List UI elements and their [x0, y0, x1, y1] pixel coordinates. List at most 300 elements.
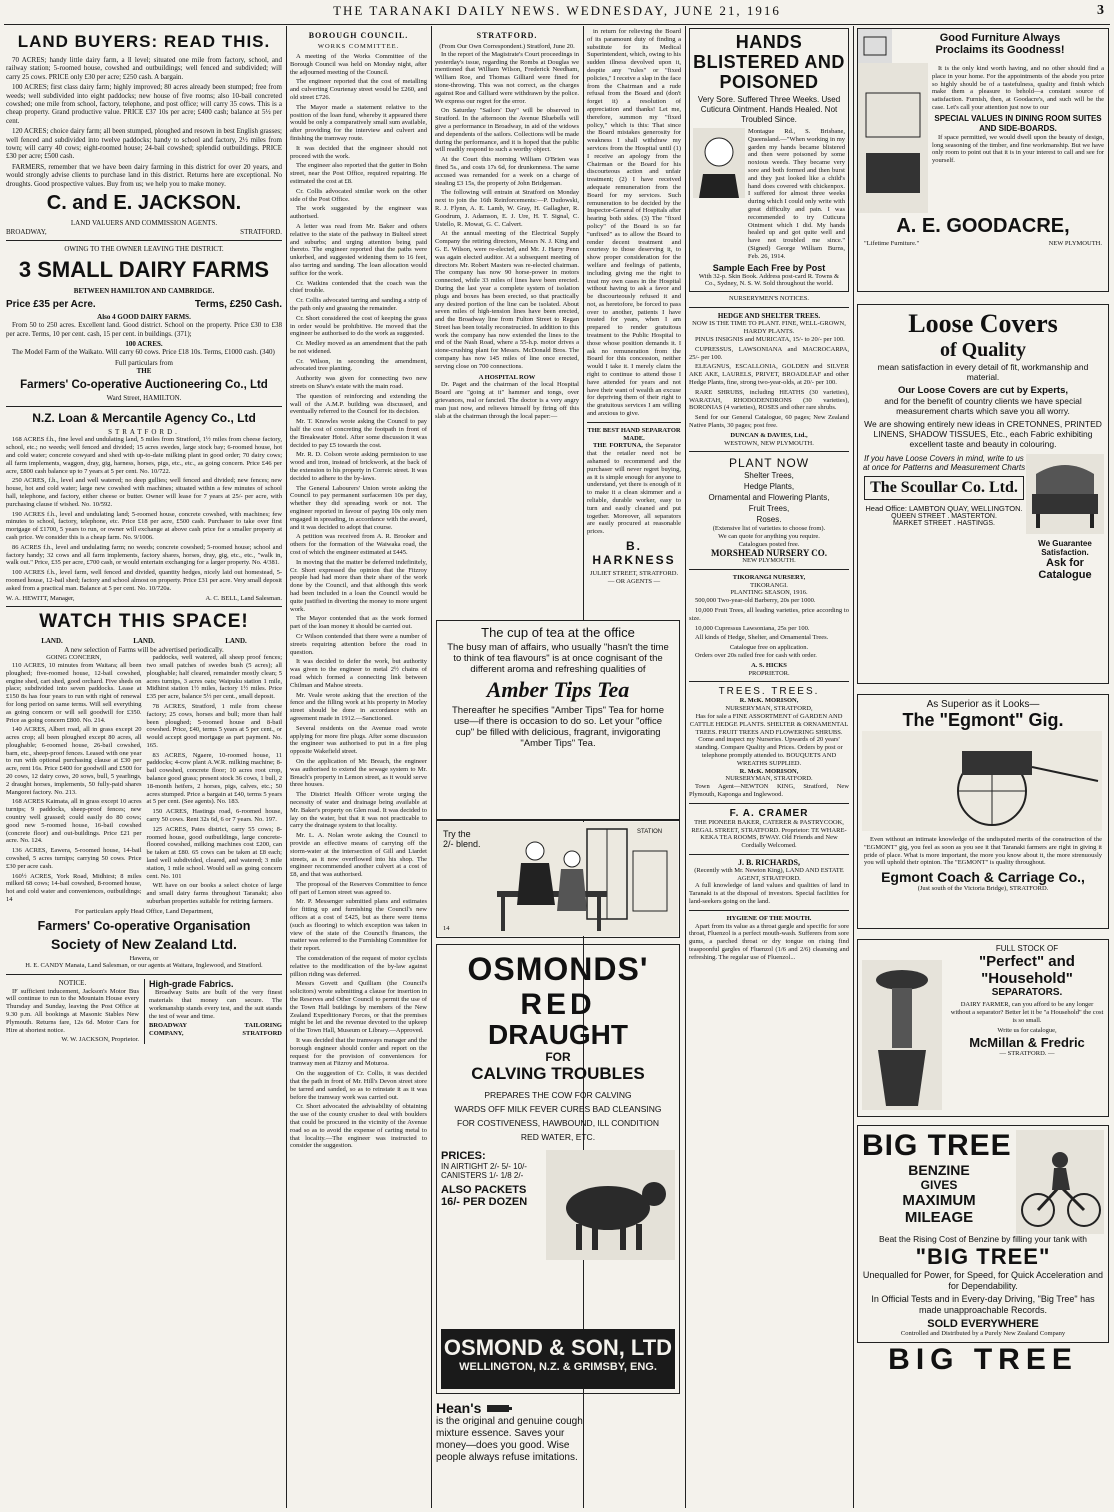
- land-word: LAND.: [133, 637, 155, 646]
- ad-heading: PLANT NOW: [728, 456, 810, 471]
- town: NEW PLYMOUTH.: [1048, 240, 1102, 247]
- article-paragraph: It was decided that the engineer should not proceed with the work.: [290, 144, 427, 160]
- firm-right: TAILORING: [244, 1022, 282, 1030]
- gig-body: [962, 751, 1032, 775]
- article-paragraph: Cr. Wilson, in seconding the amendment, advocated tree planting.: [290, 357, 427, 373]
- article-paragraph: Cr. Collis advocated tarring and sanding a strip of the path only and grassing the remainder.: [290, 297, 427, 312]
- listing: 190 ACRES f.h., level and undulating land; 5-roomed house, concrete cowshed, with machines; few minutes to school, factory, telephone, etc. Price £18 per acre, £500 cash. Purchaser to take over first mortgage of £1700, 5 years to run, or owner will exchange at above cash price for a smaller property at cash price. We consider this is a cheap farm. No. 9/1006.: [6, 510, 282, 541]
- correspondent: (From Our Own Correspondent.) Stratford, June 20.: [439, 43, 575, 50]
- land-word: LAND.: [41, 637, 63, 646]
- divider: [689, 854, 849, 855]
- particulars: For particulars apply Head Office, Land Department,: [74, 907, 214, 915]
- listing-column-right: [147, 654, 283, 908]
- signature: R. McK. MORISON,: [739, 767, 799, 775]
- ad-body-2: Thereafter he specifies "Amber Tips" Tea for home use—if there is occasion to do so. Let your "office cup" be filled with delicious, fragrant, invigorating "Amber Tips" Tea.: [452, 705, 664, 749]
- firm-right: STRATFORD: [242, 1030, 282, 1038]
- listing: 70 ACRES; handy little dairy farm, a ll level; situated one mile from factory, school, and railway station; 5-roomed house, cowshed and outbuildings; well fenced and subdivided; will carry 25 cows. PRICE only £30 per acre; £250 cash. A bargain.: [6, 56, 282, 81]
- ad-text: THE PIONEER BAKER, CATERER & PASTRYCOOK, REGAL STREET, STRATFORD. Proprietor: TE WHARE-KEKA TEA ROOMS, B'WAY. Old Friends and New Cordially Welcomed.: [691, 818, 847, 850]
- notice-heading: NOTICE.: [58, 979, 87, 988]
- listing: 150 ACRES, Hastings road, 6-roomed house, carry 50 cows. Rent 32s 6d, 6 or 7 years. No. 197.: [146, 808, 282, 824]
- brand-slogan: "BIG TREE": [915, 1244, 1051, 1269]
- morison-trees-ad: [689, 686, 849, 798]
- ad-heading: N.Z. Loan & Mercantile Agency Co., Ltd: [32, 410, 256, 425]
- article-paragraph: On the application of Mr. Breach, the engineer was authorised to extend the sewage system to Mr. Breach's property in Lemon street, as it would serve three houses.: [290, 757, 427, 789]
- section-label: NURSERYMEN'S NOTICES.: [729, 295, 809, 303]
- ad-heading: Loose Covers: [908, 309, 1058, 338]
- listing: 125 ACRES, Pates district, carry 55 cows; 8-roomed house, good outbuildings, large concrete-floored cowshed, milking machines cost £200, can be taken at £80. 65 cows can be taken at £8 each; land well subdivided, cleared, and watered; 3 mile station, 1 mile school. Would sell as going concern cent. No. 101: [146, 825, 282, 880]
- the-label: THE: [136, 367, 152, 376]
- branch: QUEEN STREET . MASTERTON.: [891, 513, 997, 520]
- article-paragraph: Mr. P. Messenger submitted plans and estimates for fitting up and furnishing the Council's new offices at a cost of £425, but as there were items (such as flooring) to which exception was taken in view of the state of the Council's finances, the matter was referred to the Furnishing Committee for their report.: [290, 898, 427, 953]
- product-line1: RED: [520, 988, 596, 1021]
- ad-text-2: If space permitted, we would dwell upon the beauty of design, long seasoning of the timber, and fine workmanship. But we have only room to point out that it is in your interest to call and see for yourself.: [932, 133, 1104, 165]
- stratford-article: [435, 28, 579, 618]
- ad-top: As Superior as it Looks—: [926, 699, 1040, 710]
- scoullar-contact: [862, 454, 1026, 581]
- big-tree-footer: BIG TREE: [888, 1343, 1078, 1376]
- article-paragraph: In the report of the Magistrate's Court proceedings in yesterday's issue, regarding the Rombs at Douglas we mentioned that William Wilson, Frederick Needham, William Roe, and Thomas Gilliard were fined for stone-throwing. This was not correct, as the charges against Roe and Gilliard were withdrawn by the police. We express our regret for the error.: [435, 50, 579, 105]
- motorcyclist-illustration: [1016, 1130, 1104, 1234]
- brand-logo: Amber Tips Tea: [486, 677, 630, 702]
- masthead-rule: [4, 24, 1110, 25]
- plant-item: Ornamental and Flowering Plants,: [708, 493, 830, 503]
- article-paragraph: Messrs Govett and Quilliam (the Council's solicitors) wrote submitting a clause for insertion in the Reserves and Other Council to permit the use of the Town Hall buildings by members of the New Zealand Expeditionary Forces, or that the premises might be let and the revenue devoted to the upkeep of the Town Hall, Museum or Library.—Approved.: [290, 980, 427, 1035]
- egmont-gig-ad: [857, 694, 1109, 929]
- listing: WE have on our books a select choice of large and small dairy farms throughout Taranaki; also suburban properties suitable for retiring farmers.: [146, 882, 282, 906]
- divider: [689, 803, 849, 804]
- separator-heading: THE BEST HAND SEPARATOR MADE.: [587, 426, 681, 442]
- ad-season: PLANTING SEASON, 1916.: [730, 589, 808, 597]
- plant-catalogue: Catalogues posted free.: [738, 540, 800, 548]
- heans-text: is the original and genuine cough mixture essence. Saves your money—does you good. Wise people always refuse imitations.: [436, 1416, 583, 1463]
- owner-title: PROPRIETOR.: [748, 669, 790, 677]
- article-paragraph: Cr. Medley moved as an amendment that the path be not widened.: [290, 340, 427, 355]
- firm-line: [149, 1022, 282, 1030]
- bottle-icon: [485, 1402, 513, 1414]
- ad-text: DAIRY FARMER, can you afford to be any longer without a separator? Better let it be "a Household" the cost is so small.: [950, 1001, 1104, 1024]
- fortuna-body: the Separator that the retailer need not be ashamed to recommend and the purchaser will never regret buying, as it is simple enough for anyone to understand, yet there is enough of it to make it a clean skimmer and a reliable, durable worker, easy to turn and easily cleaned and put together. Moreover, all separators are easily procured at reasonable prices.: [587, 442, 681, 536]
- org-name-line2: Society of New Zealand Ltd.: [51, 935, 237, 952]
- plant-item: Roses.: [756, 515, 782, 525]
- article-paragraph: The District Health Officer wrote urging the necessity of water and drainage being available at Mr. Baker's property on Glen road. It was decided to lay on the water, but that it was not practicable to carry the drainage system to that locality.: [290, 791, 427, 830]
- plant-list: [689, 470, 849, 525]
- price-line: [6, 299, 282, 310]
- scoullar-chair: [1026, 454, 1104, 581]
- article-paragraph: Mr. T. Knowles wrote asking the Council to pay half the cost of concreting the footpath in front of the Breakwater Hotel. After some discussion it was decided to pay £5 towards the cost.: [290, 418, 427, 449]
- portrait-illustration: [693, 128, 745, 198]
- listing: 168 ACRES Kaimata, all in grass except 10 acres turnips; 9 paddocks, sheep-proof fences; new country well grassed; could easily do 80 cows; good new 5-roomed house, 16-bail cowshed (concrete floor) and out-buildings. Price £21 per acre. No. 124.: [6, 798, 142, 845]
- article-paragraph: A letter was read from Mr. Baker and others relative to the state of the pathway in Bulteel street and suburbs; and urging attention being paid thereto. The engineer reported that the paths were unkerbed, and suggested widening them to 16 feet, also tarring and sanding. The loan allocation would suffice for the work.: [290, 222, 427, 277]
- price-block: [441, 1150, 540, 1260]
- going-concern: GOING CONCERN,: [46, 654, 102, 662]
- hospital-heading: A HOSPITAL ROW: [478, 373, 536, 381]
- listing: 168 ACRES f.h., fine level and undulating land, 5 miles from Stratford, 1½ miles from cheese factory, school, etc.; no weeds; well fenced and divided; 15 acres swedes, large stock bay; 6-roomed house, hot and cold water; concrete cowyard and shed with up-to-date milking plant in good order; 70 dairy cows; all farm implements, waggon, dray, gig, harness, horses, pigs, etc., etc., as going concern. Price £46 per acre, £800 cash balance up to 7 years at 5 per cent. No. 10/722.: [6, 436, 282, 475]
- ad-subheading: Very Sore. Suffered Three Weeks. Used Cuticura Ointment. Hands Healed. Not Troubled Since.: [697, 95, 841, 124]
- testimonial: [693, 128, 845, 261]
- ad-text: Unequalled for Power, for Speed, for Quick Acceleration and for Dependability.: [862, 1270, 1104, 1291]
- land-words: [6, 637, 282, 645]
- dairy-farms-ad: [6, 245, 282, 402]
- for-label: FOR: [545, 1050, 571, 1064]
- article-paragraph: Cr. Short considered the cost of keeping the grass in order would be prohibitive. He moved that the engineer be authorised to do the work as suggested.: [290, 314, 427, 338]
- price-left: Price £35 per Acre.: [6, 298, 96, 310]
- nz-loan-ad: [6, 411, 282, 602]
- catalogue-link[interactable]: Ask for Catalogue: [1038, 557, 1092, 581]
- ad-text: It is the only kind worth having, and no other should find a place in your home. For the appointments of the abode you prize so highly should be of a tastefulness, quality and finish which make them a pleasure to behold—a constant source of satisfaction. Furnish, then, at Goodacre's, and such will be the case. Let's call your attention just now to our: [932, 65, 1104, 111]
- ad-heading: TIKORANGI NURSERY,: [732, 573, 806, 581]
- listing: PINUS INSIGNIS and MURICATA, 15/- to 20/- per 100.: [695, 335, 845, 343]
- article-paragraph: The General Labourers' Union wrote asking the Council to pay permanent surfacemen 10s per day, whether they did spreading work or not. The engineer reported in favour of paying 10s only men engaged in spreading, in accordance with the award, and it was decided to adopt that course.: [290, 484, 427, 531]
- cow-leg: [636, 1224, 642, 1250]
- brand-name: BIG TREE: [862, 1129, 1012, 1162]
- article-paragraph: The work suggested by the engineer was authorised.: [290, 205, 427, 221]
- ad-heading: HANDS BLISTERED AND POISONED: [693, 32, 845, 92]
- desk-leg: [597, 897, 601, 931]
- scoullar-loose-covers-ad: [857, 304, 1109, 684]
- tagline: "Lifetime Furniture.": [864, 240, 920, 247]
- article-paragraph: A meeting of the Works Committee of the Borough Council was held on Monday night, after the adjourned meeting of the Council.: [290, 53, 427, 76]
- ad-intro: OWING TO THE OWNER LEAVING THE DISTRICT.: [64, 244, 224, 253]
- ad-number: 14: [443, 925, 450, 933]
- plant-item: Hedge Plants,: [743, 482, 795, 492]
- article-paragraph: At the Court this morning William O'Brien was fined 5s., and costs 17s 6d, for drunkenness. The same accused was remanded for a week on a charge of stealing £3 15s, the property of John Bridgeman.: [435, 156, 579, 187]
- org-agent: H. E. CANDY Manaia, Land Salesman, or our agents at Waitara, Inglewood, and Stratford.: [25, 962, 263, 970]
- salesman: A. C. BELL, Land Salesman.: [205, 594, 282, 602]
- cuticura-ad: [689, 28, 849, 292]
- furniture-illustration: [858, 29, 892, 63]
- fabrics-ad: [144, 979, 282, 1044]
- ad-text-2: and for the benefit of country clients we have special measurement charts which save you all worry.: [884, 396, 1082, 416]
- experts-line: Our Loose Covers are cut by Experts,: [897, 385, 1068, 396]
- ad-text: Has for sale a FINE ASSORTMENT of GARDEN AND CATTLE HEDGE PLANTS. SHELTER & ORNAMENTAL TREES. FRUIT TREES AND FLOWERING SHRUBS. Come and inspect my Nurseries. Upwards of 20 years' standing. Compare Quality and Prices. Orders by post or telephone promptly attended to. BOUQUETS AND WREATHS SUPPLIED.: [689, 713, 849, 767]
- article-paragraph: Several residents on the Avenue road wrote applying for more fire plugs. After some discussion the engineer was authorised to put in a fire plug opposite Wakefield street.: [290, 724, 427, 756]
- price-text: IN AIRTIGHT 2/- 5/- 10/- CANISTERS 1/- 1/8 2/-: [441, 1162, 527, 1180]
- listing: 78 ACRES, Stratford, 1 mile from cheese factory; 25 cows, horses and bull; more than half been ploughed; 5-roomed house and 8-bail cowshed. Price, £40, terms 5 years at 5 per cent., or would accept good mortgage as part payment. No. 165.: [146, 702, 282, 749]
- manager: W. A. HEWITT, Manager,: [6, 594, 75, 602]
- portrait-face: [705, 138, 733, 166]
- ad-text: Apart from its value as a throat gargle and specific for sore throat, Fluenzol is a perfect mouth-wash. Sufferers from sore gums, a parched throat or dry tongue on rising find teaspoonful gargles of Fluenzol (1/6 and 2/6) cleansing and refreshing. The regular use of Fluenzol...: [689, 922, 849, 961]
- firm-name: MORSHEAD NURSERY CO.: [710, 547, 828, 558]
- article-paragraph: Mr. Veale wrote asking that the erection of the fence and the filling work at his property in Morley street should be done in accordance with an agreement made in 1912.—Sanctioned.: [290, 691, 427, 722]
- price-right: Terms, £250 Cash.: [194, 298, 282, 310]
- gig-carriage-illustration: [862, 731, 1102, 831]
- ad-heading: TREES. TREES.: [718, 686, 820, 698]
- article-paragraph: On Saturday "Sailors' Day" will be observed in Stratford. In the afternoon the Avenue Bluebells will give a performance in Broadway, in aid of the widows and dependents of the sailors. Collections will be made during the performance, and it is hoped that the public will readily respond to such a worthy object.: [435, 107, 579, 154]
- station-sign: STATION: [637, 829, 663, 835]
- also-heading: Also 4 GOOD DAIRY FARMS.: [97, 312, 191, 321]
- heans-ad: [436, 1400, 586, 1508]
- column-hospital-row: [587, 28, 681, 628]
- firm-name: Egmont Coach & Carriage Co.,: [881, 869, 1085, 886]
- cramer-ad: [689, 808, 849, 850]
- article-paragraph: In moving that the matter be deferred indefinitely, Cr. Short expressed the opinion that the Fitzroy people had had more than their share of the work done by the Council, and that although this work had been included in a loan the Council would be quite justified in diverting the money to more urgent work.: [290, 558, 427, 613]
- ad-subheading: BETWEEN HAMILTON AND CAMBRIDGE.: [73, 287, 215, 296]
- scoullar-lower: [862, 454, 1104, 581]
- listing: ELEAGNUS, ESCALLONIA, GOLDEN and SILVER AKE AKE, LAURELS, PRIVET, BROADLEAF and other Hedge Plants, fine, strong two-year-olds, at 20/- per 100.: [689, 363, 849, 386]
- notice-signature: W. W. JACKSON, Proprietor.: [61, 1036, 139, 1044]
- article-paragraph: Cr. Watkins contended that the coach was the chief trouble.: [290, 279, 427, 295]
- product-claims: [441, 1088, 675, 1144]
- osmond-red-draught-ad: [436, 944, 680, 1394]
- article-paragraph: A petition was received from A. R. Brooker and others for the formation of the Waiwaka road, the cost of which the engineer estimated at £445.: [290, 533, 427, 557]
- ad-heading: J. B. RICHARDS,: [737, 858, 800, 867]
- divider: [6, 406, 282, 407]
- plant-note: (Extensive list of varieties to choose from).: [712, 525, 826, 533]
- price-label: PRICES:: [441, 1150, 486, 1162]
- article-paragraph: Mr. R. D. Colson wrote asking permission to use wood and iron, instead of brickwork, at the back of the extension to his property in Correic street. It was decided to adhere to the by-laws.: [290, 451, 427, 482]
- listing: 140 ACRES, Albert road, all in grass except 20 acres crop; all been ploughed except 80 acres, all ploughable; 6-roomed house, 26-bail cowshed, barn, etc., sheep-proof fences. Leased with one year to run with optional purchasing clause at £30 per acre, rent 16s. Price £400 for goodwill and £500 for 20 cows, 12 dairy cows, 20 sows, bull, 5 yearlings, 2 draught horses, implements, 50 fully-paid shares Mangorei factory. No. 213.: [6, 726, 142, 796]
- listing: paddocks, well watered, all sheep proof fences; two small patches of swedes bush (5 acres); all ploughable; half cleared, remainder mostly clean; 5 acres turnips, 3 acres oats; Waipuku station 1 mile, Midhirst station 1½ miles, factory 1½ miles. Price £35 per acre, balance 5½ per cent., small deposit.: [146, 654, 282, 701]
- portrait-coat: [699, 174, 739, 198]
- divider: [6, 606, 282, 607]
- divider: [6, 240, 282, 241]
- article-paragraph: The engineer also reported that the gutter in Bohn street, near the Post Office, required repairing. He estimated the cost at £8.: [290, 162, 427, 185]
- watch-this-space-ad: [6, 611, 282, 970]
- newspaper-title: THE TARANAKI DAILY NEWS. WEDNESDAY, JUNE 21, 1916: [333, 3, 781, 18]
- cow-leg: [576, 1224, 582, 1250]
- ad-town: STRATFORD.: [108, 427, 180, 436]
- article-heading: STRATFORD.: [476, 31, 538, 40]
- firm-role: NURSERYMAN, STRATFORD,: [725, 705, 813, 713]
- article-heading: BOROUGH COUNCIL.: [308, 31, 409, 40]
- town-agent: Town Agent—NEWTON KING, Stratford, New Plymouth, Kaponga and Inglewood.: [689, 783, 849, 799]
- head-office: Head Office: LAMBTON QUAY, WELLINGTON.: [865, 504, 1023, 513]
- hedge-ad: [689, 312, 849, 447]
- article-paragraph: The consideration of the request of motor cyclists relative to the modification of the by-law against pillion riding was deferred.: [290, 955, 427, 978]
- address-right: STRATFORD.: [240, 227, 282, 236]
- column-display-ads: [857, 28, 1109, 1512]
- ad-body: The busy man of affairs, who usually "hasn't the time to think of tea flavours" is at once cognisant of the different aroma and refreshing qualities of: [447, 642, 669, 675]
- column-land-ads: [6, 28, 282, 1512]
- ad-subheading: of Quality: [939, 339, 1027, 361]
- cow-leg: [592, 1224, 598, 1250]
- land-word: LAND.: [225, 637, 247, 646]
- goodacre-text-block: [928, 63, 1108, 213]
- firm-left: COMPANY,: [149, 1030, 184, 1038]
- listing: 10,000 Cupressus Lawsoniana, 25s per 100.: [695, 624, 810, 632]
- article-paragraph: The Mayor contended that as the work formed part of the loan money it should be carried out.: [290, 615, 427, 631]
- desk-leg: [501, 897, 505, 931]
- firm-name: R. McK. MORISON,: [739, 697, 799, 705]
- benzine-label: BENZINE: [908, 1162, 970, 1178]
- listing: 100 ACRES; first class dairy farm; highly improved; 80 acres already been stumped; free from weeds; well subdivided into eight paddocks; new house of five rooms; also 10-bail concreted cowshed; one mile from school, factory, telephone, and post office; will carry 35 cows. This is a cheap property. Grand productive value. PRICE £37 10s per acre; £400 cash; balance at 5½ per cent.: [6, 83, 282, 125]
- article-paragraph: The following will entrain at Stratford on Monday next to join the 16th Reinforcements:—P. Dudowski, R. J. Flynn, A. E. Lamb, W. Gray, H. Gallagher, R. Goodrum, J. Adamson, E. J. Ure, H. T. Signal, C. Ustello, R. Mowat, G. C. Calvert.: [435, 189, 579, 228]
- cow-body: [566, 1186, 650, 1230]
- ad-top: FULL STOCK OF: [995, 944, 1059, 953]
- perfect-label: "Perfect" and: [979, 953, 1075, 970]
- divider: [689, 681, 849, 682]
- ad-text: Broadway Suits are built of the very finest materials that money can secure. The workmanship stands every test, and the suit stands the test of wear and time.: [149, 989, 282, 1020]
- ad-text: Even without an intimate knowledge of the undisputed merits of the construction of the "EGMONT" gig, you feel as soon as you see it that Taranaki farmers are right in giving it pride of place. What is more important, the more you know about it, the more strenuously you will uphold their opinion. The "EGMONT" is quality throughout.: [864, 836, 1102, 867]
- firm-address: WESTOWN, NEW PLYMOUTH.: [724, 439, 814, 447]
- ad-text: mean satisfaction in every detail of fit, workmanship and material.: [877, 362, 1089, 382]
- divider: [689, 307, 849, 308]
- big-tree-top: [862, 1130, 1104, 1234]
- article-paragraph: Cr. Short advocated the advisability of obtaining the use of the county crusher to deal with boulders that could be procured in the vicinity of the Avenue road so as to avoid the expense of carting metal to that locality.—The engineer was instructed to consider the suggestion.: [290, 1103, 427, 1150]
- boy-body: [557, 869, 587, 911]
- listing: CUPRESSUS, LAWSONIANA and MACROCARPA, 25/- per 100.: [689, 345, 849, 361]
- product-purpose: CALVING TROUBLES: [471, 1064, 645, 1083]
- listing: RARE SHRUBS, including HEATHS (30 varieties), WARATAH, RHODODENDRONS (30 varieties), BORONIAS (4 varieties), ROSES and other rare shrubs.: [689, 388, 849, 412]
- ad-heading: LAND BUYERS: READ THIS.: [17, 32, 271, 51]
- firm-subtitle: LAND VALUERS AND COMMISSION AGENTS.: [70, 219, 218, 228]
- cow-illustration: [546, 1150, 675, 1260]
- divider: [6, 974, 282, 975]
- article-paragraph: Cr Wilson contended that there were a number of streets requiring attention before the road in question.: [290, 632, 427, 656]
- column-rule: [853, 26, 854, 1508]
- article-body: [290, 53, 427, 1150]
- firm-name: Farmers' Co-operative Auctioneering Co., Ltd: [20, 378, 268, 391]
- acres-heading: 100 ACRES.: [125, 339, 163, 348]
- harkness-address: JULIET STREET, STRATFORD.: [589, 570, 679, 577]
- column-nursery: [689, 28, 849, 1512]
- firm-left: BROADWAY: [149, 1022, 188, 1030]
- goodacre-top: [858, 29, 1108, 63]
- plant-item: Fruit Trees,: [748, 504, 790, 514]
- boy-head: [564, 851, 580, 867]
- claim-line: RED WATER, ETC.: [520, 1132, 596, 1142]
- article-continuation: in return for relieving the Board of its paramount duty of finding a substitute for its Medical Superintendent, which, owing to his sudden illness devolved upon it, despite any "rules" or "fixed policies," I receive a slap in the face from the Chairman and a rude refusal from the Board and (don't forget it) a resolution of appreciation and thanks! Let me, therefore, summon my "fixed policy," which is this: That since the Board mistakes generosity for weakness I shall withdraw my services from the Hospital until (1) I receive an apology from the Chairman or the Board for his discourteous action and unfair treatment; (2) I have received adequate remuneration from the Board for my services. Such remuneration to be decided by the Inspector-General of Hospitals after hearing both sides. (3) The "fixed policy" of the Board is so far "unfixed" as to allow the Board to render decent treatment and courtesy to those deserving it, to show proper consideration for the welfare and feelings of patients, including giving me the right to treat my own cases in the Hospital without having to ask a favor and be discourteously refused it and not, as heretofore, be forced to pass over to another, patients I have treated for years, when I am prepared to render gratuitous treatment to the Public Hospital to those whose position demands it. I ask no remuneration from the Board for this concession, neither would I take it. I merely claim the right to continue to attend those I have attended for years and not have their want of wealth an excuse for depriving them of their right to the gratuitous services I am willing and anxious to give.: [587, 28, 681, 418]
- owner-name: A. S. HICKS: [751, 661, 787, 669]
- ad-heading: 3 SMALL DAIRY FARMS: [18, 257, 270, 283]
- guarantee: We Guarantee Satisfaction.: [1038, 539, 1092, 557]
- firm-address: [6, 228, 282, 236]
- harkness-name: B. HARKNESS: [592, 539, 676, 567]
- fortuna-text: [587, 442, 681, 536]
- try-label: Try the 2/- blend.: [443, 829, 481, 849]
- listing: 250 ACRES, f.h., level and well watered; no deep gullies; well fenced and divided; new fences; new house, hot and cold water; large new cowshed with machines; situated within a few minutes of school hall, telephone, and factory, either cheese or butter. Owner will lease for 7 years at 25/- per acre, with purchasing clause if wished. No. 10/592.: [6, 477, 282, 508]
- plant-quote: We can quote for anything you require.: [718, 533, 820, 541]
- listing: Catalogue free on application.: [729, 644, 809, 652]
- maximum-label: MAXIMUM: [902, 1192, 976, 1209]
- column-rule: [685, 26, 686, 1508]
- sideboard-illustration: [858, 63, 928, 213]
- listing: Send for our General Catalogue, 60 pages; New Zealand Native Plants, 30 pages; post free.: [689, 414, 849, 429]
- listing: 100 ACRES f.h., level farm, well fenced and divided, quantity hedges, nicely laid out homestead, 5-roomed house, 12-bail shed; factory and school almost on property. Price £31 per acre. Very small deposit asked from a practical man. Balance at 5 per cent. No. 10/720a.: [6, 569, 282, 592]
- motor-bus-notice: [6, 979, 139, 1044]
- ad-heading: Proclaims its Goodness!: [935, 44, 1065, 56]
- separator-machine-illustration: [862, 960, 942, 1110]
- divider: [689, 910, 849, 911]
- special-values: SPECIAL VALUES IN DINING ROOM SUITES AND SIDE-BOARDS.: [934, 113, 1102, 133]
- divider: [689, 451, 849, 452]
- article-paragraph: The Mayor made a statement relative to the position of the loan fund, whereby it appeared there would be only a comparatively small sum available, after providing for the interview and culvert and finishing the tramway route.: [290, 103, 427, 142]
- amber-tips-illustration: [436, 820, 680, 938]
- heans-brand-line: [436, 1400, 586, 1416]
- separators-ad: [857, 939, 1109, 1117]
- firm-address: (Just south of the Victoria Bridge), STRATFORD.: [917, 885, 1049, 893]
- column-rule: [431, 26, 432, 1508]
- article-paragraph: It was decided to defer the work, but authority was given to the engineer to metal 2½ chains of road which formed a connecting link between Chilman and Mahoe streets.: [290, 658, 427, 689]
- article-paragraph: The engineer reported that the cost of metalling and culverting Courtenay street would be £260, and old street £726.: [290, 78, 427, 101]
- listing: 160½ ACRES, York Road, Midhirst; 8 miles milked 68 cows; 14-bail cowshed, 8-roomed house, hot and cold water and conveniences, outbuildings; 14: [6, 872, 142, 904]
- claim-line: WARDS OFF MILK FEVER CURES BAD CLEANSING: [454, 1104, 662, 1114]
- article-paragraph: Authority was given for connecting two new streets on Shaw's estate with the main road.: [290, 375, 427, 391]
- separators-label: SEPARATORS.: [991, 987, 1063, 998]
- claim-line: FOR COSTIVENESS, HAWBOUND, ILL CONDITION: [457, 1118, 659, 1128]
- article-paragraph: The question of reinforcing and extending the wall of the A.M.P. building was discussed, and eventually referred to the Council for its decision.: [290, 392, 427, 416]
- big-tree-benzine-ad: [857, 1125, 1109, 1343]
- sample-text: With 32-p. Skin Book. Address post-card R. Towns & Co., Sydney, N. S. W. Sold throughout the world.: [698, 272, 840, 288]
- firm-box: [864, 476, 1024, 500]
- claim-line: PREPARES THE COW FOR CALVING: [484, 1090, 632, 1100]
- packet-price: ALSO PACKETS 16/- PER DOZEN: [441, 1184, 528, 1208]
- article-paragraph: Cr. Collis advocated similar work on the other side of the Post Office.: [290, 187, 427, 203]
- write-label: Write us for catalogue,: [997, 1027, 1057, 1035]
- control-note: Controlled and Distributed by a Purely New Zealand Company: [900, 1330, 1066, 1337]
- firm-town: — STRATFORD. —: [999, 1050, 1055, 1058]
- ad-subheading: (Recently with Mr. Newton King), LAND AND ESTATE AGENT, STRATFORD.: [694, 866, 844, 882]
- italic-note: If you have Loose Covers in mind, write to us at once for Patterns and Measurement Charts: [862, 454, 1026, 472]
- man-head: [526, 842, 544, 860]
- listing: FARMERS, remember that we have been dairy farming in this district for over 20 years, and would strongly advise clients to purchase land in this district. Returns here are exceptional. No droughts. Good prospective values. Buy from us; we help you to make money.: [6, 162, 282, 188]
- cow-leg: [620, 1224, 626, 1250]
- article-paragraph: Mr. L. A. Nolan wrote asking the Council to provide an effective means of carrying off the storm-water at the intersection of Gill and Liardet streets, as it now overflowed into his shop. The engineer recommended another culvert at a cost of £8, and that was authorised.: [290, 832, 427, 879]
- listing: 83 ACRES, Ngaere, 10-roomed house, 11 paddocks; 4-cow plant A.W.R. milking machine; 8-bail cowshed, concrete floor; 10 acres root crop, balance good grass; present stock 36 cows, 1 bull, 2 18-month heifers, 2 horses, pigs, calves, etc.; 50 acres stumped. Price a bargain at £40, terms 5 years at 5 per cent. (See agents). No. 183.: [146, 751, 282, 806]
- ad-place: TIKORANGI.: [750, 581, 788, 589]
- plant-item: Shelter Trees,: [744, 471, 794, 481]
- ad-text-2: In Official Tests and in Every-day Driving, "Big Tree" has made unapproachable Records.: [871, 1294, 1095, 1315]
- footer-firm: OSMOND & SON, LTD: [443, 1335, 673, 1360]
- sample-offer: Sample Each Free by Post: [712, 262, 826, 273]
- land-buyers-ad: [6, 32, 282, 236]
- listing: 120 ACRES; choice dairy farm; all been stumped, ploughed and resown in best English grasses; well fenced and subdivided into twelve paddocks; handy to school and factory, 2½ miles from town; will carry 40 cows; eight-roomed house; 24-bail cowshed; splendid outbuildings. PRICE £30 per acre; £500 cash.: [6, 127, 282, 161]
- acres-text: The Model Farm of the Waikato. Will carry 60 cows. Price £18 10s. Terms, £1000 cash. (340): [12, 348, 275, 357]
- testimonial-text: Montague Rd., S. Brisbane, Queensland.—"When working in my garden my hands became blistered and then were poisoned by some noxious weeds. They became very sore and both formed and then burst and they just looked like a child's hand does covered with chickenpox. I suffered for almost three weeks during which I could only write with great difficulty and pain. I was recommended to try Cuticura Ointment which I did. My hands healed up and got quite well and have not troubled me since." (Signed) George William Burns, Feb. 26, 1914.: [748, 128, 845, 260]
- armchair-illustration: [1026, 454, 1104, 534]
- ad-heading: HEDGE AND SHELTER TREES.: [717, 311, 821, 320]
- listing: 86 ACRES f.h., level and undulating farm; no weeds; concrete cowshed; 5-roomed house; school and factory handy; 32 cows and all farm implements, factory shares, horses, dray, gig, etc., etc., "walk in, walk out." Price, £35 per acre, £700 cash, or would entertain exchanging for a larger property. No. 4/381.: [6, 543, 282, 567]
- particulars: Full particulars from: [115, 358, 173, 367]
- ad-headings: [892, 29, 1108, 63]
- ad-subheading: A new selection of Farms will be advertised periodically.: [64, 645, 224, 654]
- ad-text: A full knowledge of land values and qualities of land in Taranaki is at the disposal of investors. Special facilities for land-seekers going on the land.: [689, 882, 849, 905]
- branch: MARKET STREET . HASTINGS.: [892, 520, 996, 527]
- address-left: BROADWAY,: [6, 227, 47, 236]
- firm-name: DUNCAN & DAVIES, Ltd.,: [730, 431, 808, 439]
- masthead: [0, 0, 1114, 22]
- sold-everywhere: SOLD EVERYWHERE: [927, 1318, 1039, 1330]
- bottom-notices: [6, 979, 282, 1044]
- ad-heading: WATCH THIS SPACE!: [39, 611, 249, 633]
- article-paragraph: It was decided that the tramways manager and the borough engineer should confer and report on the request for the provision of conveniences for tramway men at Fitzroy and Moturoa.: [290, 1037, 427, 1068]
- listing-columns: [6, 654, 282, 908]
- divider: [587, 422, 681, 423]
- beat-text: Beat the Rising Cost of Benzine by filling your tank with: [879, 1234, 1087, 1244]
- plant-now-ad: [689, 456, 849, 565]
- article-paragraph: On the suggestion of Cr. Collis, it was decided that the path in front of Mr. Hill's Devon street store be tarred and sanded, so as to reinstate it as it was before the tramway work was carried out.: [290, 1070, 427, 1101]
- firm-tagline: [858, 240, 1108, 248]
- footer-address: WELLINGTON, N.Z. & GRIMSBY, ENG.: [459, 1361, 657, 1373]
- household-label: "Household": [981, 970, 1073, 987]
- column-borough-council: [290, 28, 427, 1512]
- gives-label: GIVES: [920, 1178, 958, 1192]
- column-rule: [286, 26, 287, 1508]
- firm-name: C. and E. JACKSON.: [46, 192, 242, 215]
- big-tree-headline: [862, 1130, 1016, 1234]
- also-text: From 50 to 250 acres. Excellent land. Good district. School on the property. Price £30 to £38 per acre. Terms, 10 per cent. cash, 15 per cent. in buildings. (371);: [6, 321, 282, 338]
- firm-address: Ward Street, HAMILTON.: [106, 393, 182, 402]
- harkness-agents: — OR AGENTS —: [607, 577, 661, 585]
- man-body: [517, 863, 555, 905]
- article-body: [435, 51, 579, 371]
- separators-text: [950, 944, 1104, 1058]
- listing: All kinds of Hedge, Shelter, and Ornamental Trees.: [695, 634, 829, 642]
- richards-ad: [689, 859, 849, 906]
- listing: 136 ACRES, Eawera, 5-roomed house, 14-bail cowshed, 5 acres turnips; carrying 50 cows. Price £30 per acre cash.: [6, 847, 142, 870]
- notice-text: IF sufficient inducement, Jackson's Motor Bus will continue to run to the Mountain House every Thursday and Sunday, leaving the Post Office at 9.30 p.m. All bookings at Masonic Stables New Plymouth. Returns fare, 12s 6d. Motor Cars for Hire at shortest notice.: [6, 987, 139, 1034]
- fortuna-name: THE FORTUNA,: [593, 442, 643, 450]
